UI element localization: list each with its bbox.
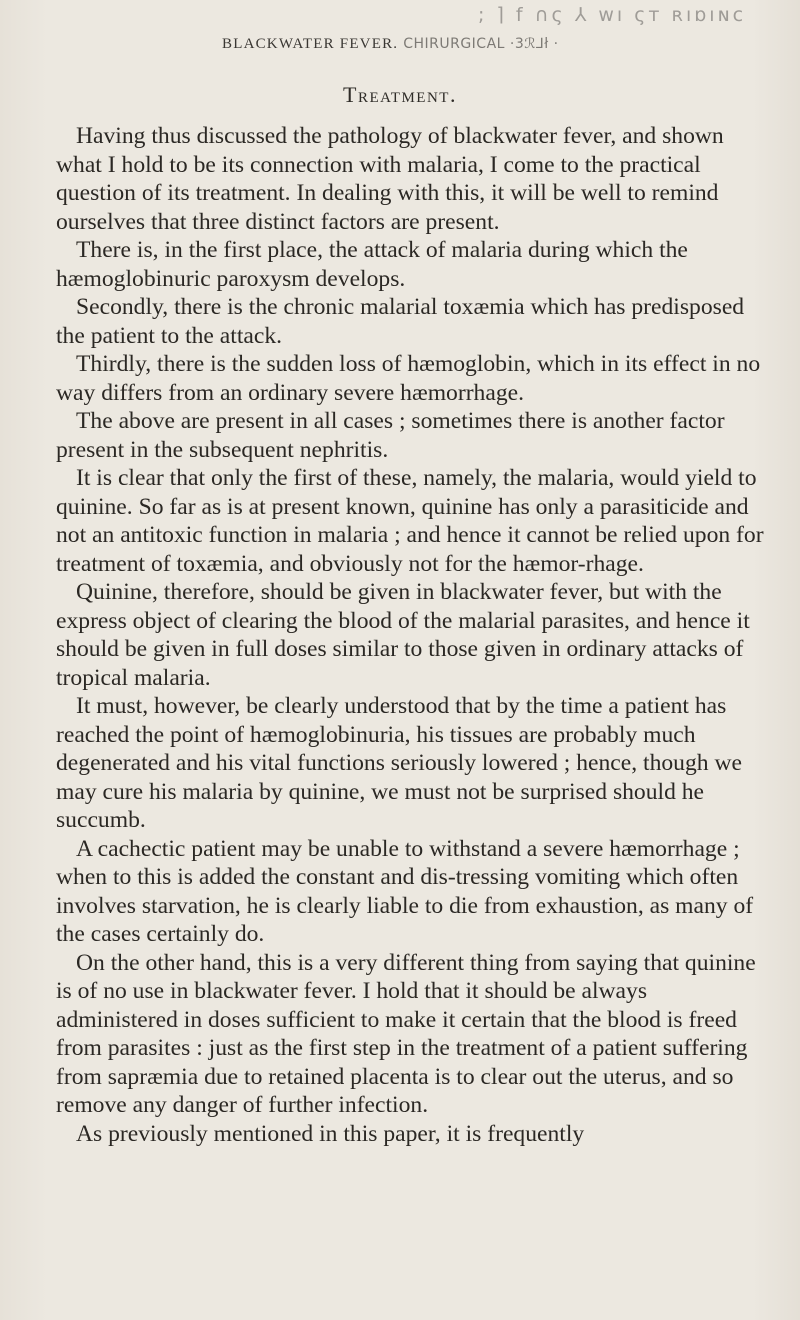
- body-text: [56, 122, 768, 1148]
- running-head-stamp: CHIRURGICAL: [398, 36, 505, 52]
- paragraph: Thirdly, there is the sudden loss of hæmoglobin, which in its effect in no way differs from an ordinary severe hæmorrhage.: [56, 351, 761, 406]
- paragraph: The above are present in all cases ; sometimes there is another factor present in the subsequent nephritis.: [56, 408, 725, 463]
- paragraph: As previously mentioned in this paper, it is frequently: [76, 1120, 585, 1147]
- paragraph: Secondly, there is the chronic malarial toxæmia which has predisposed the patient to the attack.: [56, 294, 745, 349]
- paragraph: Having thus discussed the pathology of blackwater fever, and shown what I hold to be its connection with malaria, I come to the practical question of its treatment. In dealing with this, it will be well to remind ourselves that three distinct factors are present.: [56, 123, 724, 235]
- paragraph: On the other hand, this is a very different thing from saying that quinine is of no use in blackwater fever. I hold that it should be always administered in doses sufficient to make it certain that the blood is freed from parasites : just as the first step in the treatment of a patient suffering from sapræmia due to retained placenta is to clear out the uterus, and so remove any danger of further infection.: [56, 949, 756, 1118]
- running-head-title: BLACKWATER FEVER.: [222, 36, 399, 52]
- paragraph: There is, in the first place, the attack of malaria during which the hæmoglobinuric paroxysm develops.: [56, 237, 688, 292]
- paragraph: It is clear that only the first of these, namely, the malaria, would yield to quinine. So far as is at present known, quinine has only a parasiticide and not an antitoxic function in malaria ; and hence it cannot be relied upon for treatment of toxæmia, and obviously not for the hæmor-rhage.: [56, 465, 764, 577]
- paragraph: A cachectic patient may be unable to withstand a severe hæmorrhage ; when to this is added the constant and dis-tressing vomiting which often involves starvation, he is clearly liable to die from exhaustion, as many of the cases certainly do.: [56, 835, 754, 947]
- library-stamp: ; ⌉ f ∩ς ⅄ ᴡı ςᴛ ʀıɒıɴc: [478, 4, 747, 26]
- running-head: [222, 36, 559, 53]
- section-title: Treatment.: [343, 82, 457, 107]
- paragraph: Quinine, therefore, should be given in blackwater fever, but with the express object of clearing the blood of the malarial parasites, and hence it should be given in full doses similar to those given in ordinary attacks of tropical malaria.: [56, 579, 750, 691]
- running-head-mark: ·3ℛ⅃ł ·: [504, 36, 559, 52]
- paragraph: It must, however, be clearly understood that by the time a patient has reached the point of hæmoglobinuria, his tissues are probably much degenerated and his vital functions seriously lowered ; hence, though we may cure his malaria by quinine, we must not be surprised should he succumb.: [56, 693, 742, 833]
